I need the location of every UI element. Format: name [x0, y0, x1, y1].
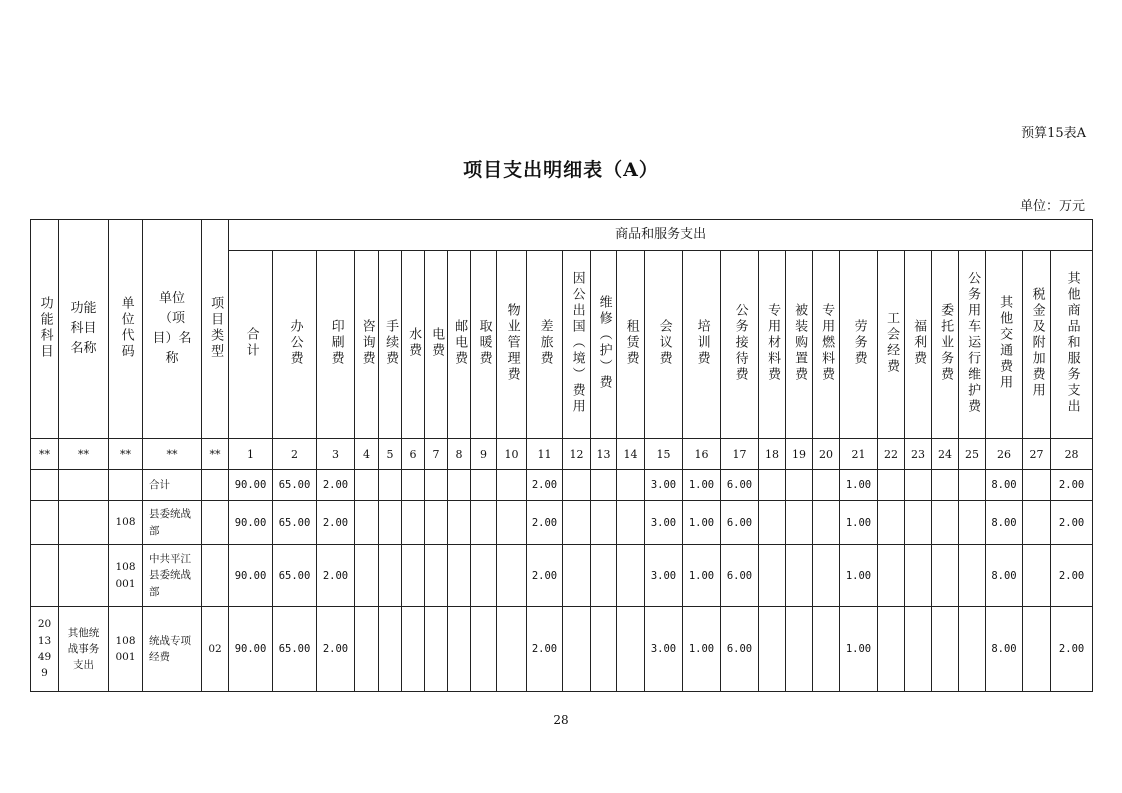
value-cell-col-21: 1.00: [840, 607, 878, 692]
unit-name-cell: 县委统战部: [143, 501, 202, 545]
value-cell-col-1: 90.00: [229, 501, 273, 545]
page-title: 项目支出明细表（A）: [463, 159, 659, 181]
value-cell-col-27: [1023, 545, 1051, 607]
header-col-4: 咨询费: [355, 251, 379, 439]
value-cell-col-24: [932, 470, 959, 501]
value-cell-col-5: [379, 501, 402, 545]
header-col-24: 委托业务费: [932, 251, 959, 439]
value-cell-col-19: [786, 545, 813, 607]
index-cell: 22: [878, 439, 905, 470]
index-cell: 5: [379, 439, 402, 470]
header-col-17: 公务接待费: [721, 251, 759, 439]
value-cell-col-9: [471, 545, 497, 607]
index-cell: 19: [786, 439, 813, 470]
value-cell-col-21: 1.00: [840, 470, 878, 501]
value-cell-col-14: [617, 501, 645, 545]
value-cell-col-16: 1.00: [683, 501, 721, 545]
index-cell: 21: [840, 439, 878, 470]
index-cell: 26: [986, 439, 1023, 470]
index-cell: **: [109, 439, 143, 470]
value-cell-col-14: [617, 607, 645, 692]
header-col-1: 合计: [229, 251, 273, 439]
project-type-cell: [202, 501, 229, 545]
unit-code-cell: 108: [109, 501, 143, 545]
header-func-code: 功能科目: [31, 220, 59, 439]
index-cell: 14: [617, 439, 645, 470]
value-cell-col-13: [591, 545, 617, 607]
index-cell: 2: [273, 439, 317, 470]
value-cell-col-25: [959, 545, 986, 607]
index-row: [31, 439, 1093, 470]
index-cell: **: [202, 439, 229, 470]
value-cell-col-18: [759, 470, 786, 501]
value-cell-col-13: [591, 607, 617, 692]
value-cell-col-5: [379, 545, 402, 607]
value-cell-col-27: [1023, 470, 1051, 501]
header-col-21: 劳务费: [840, 251, 878, 439]
index-cell: 4: [355, 439, 379, 470]
header-col-13: 维修（护）费: [591, 251, 617, 439]
header-col-25: 公务用车运行维护费: [959, 251, 986, 439]
func-name-cell: [59, 470, 109, 501]
value-cell-col-1: 90.00: [229, 545, 273, 607]
header-func-name: 功能科目名称: [59, 220, 109, 439]
value-cell-col-1: 90.00: [229, 607, 273, 692]
value-cell-col-18: [759, 545, 786, 607]
value-cell-col-28: 2.00: [1051, 501, 1093, 545]
index-cell: **: [59, 439, 109, 470]
table-row: [31, 545, 1093, 607]
value-cell-col-3: 2.00: [317, 501, 355, 545]
value-cell-col-14: [617, 545, 645, 607]
index-cell: 28: [1051, 439, 1093, 470]
value-cell-col-7: [425, 501, 448, 545]
header-col-23: 福利费: [905, 251, 932, 439]
header-col-18: 专用材料费: [759, 251, 786, 439]
unit-name-cell: 合计: [143, 470, 202, 501]
header-col-26: 其他交通费用: [986, 251, 1023, 439]
value-cell-col-5: [379, 607, 402, 692]
value-cell-col-25: [959, 607, 986, 692]
value-cell-col-17: 6.00: [721, 545, 759, 607]
value-cell-col-3: 2.00: [317, 545, 355, 607]
value-cell-col-2: 65.00: [273, 545, 317, 607]
header-col-7: 电费: [425, 251, 448, 439]
index-cell: 23: [905, 439, 932, 470]
value-cell-col-21: 1.00: [840, 545, 878, 607]
value-cell-col-14: [617, 470, 645, 501]
value-cell-col-11: 2.00: [527, 545, 563, 607]
header-col-9: 取暖费: [471, 251, 497, 439]
value-cell-col-26: 8.00: [986, 607, 1023, 692]
value-cell-col-3: 2.00: [317, 470, 355, 501]
value-cell-col-26: 8.00: [986, 545, 1023, 607]
header-col-6: 水费: [402, 251, 425, 439]
page-number: 28: [553, 713, 569, 727]
value-cell-col-10: [497, 501, 527, 545]
value-cell-col-11: 2.00: [527, 501, 563, 545]
value-cell-col-10: [497, 470, 527, 501]
header-col-11: 差旅费: [527, 251, 563, 439]
func-name-cell: [59, 545, 109, 607]
value-cell-col-8: [448, 501, 471, 545]
value-cell-col-23: [905, 607, 932, 692]
value-cell-col-19: [786, 607, 813, 692]
value-cell-col-22: [878, 501, 905, 545]
value-cell-col-13: [591, 470, 617, 501]
value-cell-col-6: [402, 545, 425, 607]
index-cell: **: [31, 439, 59, 470]
value-cell-col-2: 65.00: [273, 470, 317, 501]
index-cell: 16: [683, 439, 721, 470]
unit-name-cell: 统战专项经费: [143, 607, 202, 692]
value-cell-col-5: [379, 470, 402, 501]
header-col-28: 其他商品和服务支出: [1051, 251, 1093, 439]
expenditure-table: [30, 219, 1093, 692]
header-col-22: 工会经费: [878, 251, 905, 439]
header-project-type: 项目类型: [202, 220, 229, 439]
index-cell: 8: [448, 439, 471, 470]
header-group-goods-services: 商品和服务支出: [229, 220, 1093, 251]
value-cell-col-20: [813, 545, 840, 607]
header-col-20: 专用燃料费: [813, 251, 840, 439]
header-col-16: 培训费: [683, 251, 721, 439]
value-cell-col-15: 3.00: [645, 501, 683, 545]
func-code-cell: [31, 470, 59, 501]
value-cell-col-7: [425, 545, 448, 607]
value-cell-col-25: [959, 501, 986, 545]
value-cell-col-18: [759, 501, 786, 545]
value-cell-col-13: [591, 501, 617, 545]
index-cell: 27: [1023, 439, 1051, 470]
index-cell: 24: [932, 439, 959, 470]
value-cell-col-23: [905, 545, 932, 607]
value-cell-col-11: 2.00: [527, 470, 563, 501]
value-cell-col-7: [425, 607, 448, 692]
project-type-cell: 02: [202, 607, 229, 692]
value-cell-col-4: [355, 501, 379, 545]
value-cell-col-12: [563, 501, 591, 545]
index-cell: 1: [229, 439, 273, 470]
value-cell-col-16: 1.00: [683, 470, 721, 501]
value-cell-col-27: [1023, 607, 1051, 692]
value-cell-col-21: 1.00: [840, 501, 878, 545]
value-cell-col-25: [959, 470, 986, 501]
unit-label: 单位：万元: [1019, 199, 1085, 214]
unit-code-cell: 108001: [109, 607, 143, 692]
header-col-19: 被装购置费: [786, 251, 813, 439]
index-cell: 3: [317, 439, 355, 470]
value-cell-col-3: 2.00: [317, 607, 355, 692]
value-cell-col-2: 65.00: [273, 607, 317, 692]
index-cell: 13: [591, 439, 617, 470]
value-cell-col-20: [813, 470, 840, 501]
value-cell-col-22: [878, 545, 905, 607]
index-cell: 17: [721, 439, 759, 470]
header-col-14: 租赁费: [617, 251, 645, 439]
value-cell-col-15: 3.00: [645, 470, 683, 501]
value-cell-col-22: [878, 607, 905, 692]
value-cell-col-23: [905, 501, 932, 545]
value-cell-col-7: [425, 470, 448, 501]
value-cell-col-6: [402, 501, 425, 545]
header-col-8: 邮电费: [448, 251, 471, 439]
value-cell-col-9: [471, 501, 497, 545]
value-cell-col-8: [448, 470, 471, 501]
header-col-12: 因公出国（境）费用: [563, 251, 591, 439]
func-name-cell: [59, 501, 109, 545]
unit-name-cell: 中共平江县委统战部: [143, 545, 202, 607]
value-cell-col-12: [563, 470, 591, 501]
value-cell-col-9: [471, 607, 497, 692]
value-cell-col-24: [932, 545, 959, 607]
value-cell-col-17: 6.00: [721, 470, 759, 501]
value-cell-col-22: [878, 470, 905, 501]
header-unit-code: 单位代码: [109, 220, 143, 439]
func-name-cell: 其他统战事务支出: [59, 607, 109, 692]
index-cell: 11: [527, 439, 563, 470]
value-cell-col-16: 1.00: [683, 545, 721, 607]
value-cell-col-15: 3.00: [645, 607, 683, 692]
value-cell-col-12: [563, 545, 591, 607]
header-col-27: 税金及附加费用: [1023, 251, 1051, 439]
index-cell: 15: [645, 439, 683, 470]
form-number: 预算15表A: [1021, 126, 1086, 141]
func-code-cell: [31, 545, 59, 607]
index-cell: 18: [759, 439, 786, 470]
table-row: [31, 501, 1093, 545]
value-cell-col-28: 2.00: [1051, 607, 1093, 692]
value-cell-col-24: [932, 501, 959, 545]
header-col-10: 物业管理费: [497, 251, 527, 439]
value-cell-col-24: [932, 607, 959, 692]
value-cell-col-26: 8.00: [986, 470, 1023, 501]
value-cell-col-1: 90.00: [229, 470, 273, 501]
index-cell: 10: [497, 439, 527, 470]
value-cell-col-6: [402, 470, 425, 501]
value-cell-col-11: 2.00: [527, 607, 563, 692]
value-cell-col-4: [355, 607, 379, 692]
table-row: [31, 470, 1093, 501]
value-cell-col-15: 3.00: [645, 545, 683, 607]
value-cell-col-10: [497, 607, 527, 692]
project-type-cell: [202, 470, 229, 501]
value-cell-col-20: [813, 501, 840, 545]
value-cell-col-6: [402, 607, 425, 692]
index-cell: 20: [813, 439, 840, 470]
value-cell-col-23: [905, 470, 932, 501]
value-cell-col-4: [355, 470, 379, 501]
index-cell: 6: [402, 439, 425, 470]
value-cell-col-17: 6.00: [721, 607, 759, 692]
value-cell-col-28: 2.00: [1051, 470, 1093, 501]
index-cell: 7: [425, 439, 448, 470]
header-col-3: 印刷费: [317, 251, 355, 439]
value-cell-col-19: [786, 501, 813, 545]
index-cell: 9: [471, 439, 497, 470]
value-cell-col-12: [563, 607, 591, 692]
index-cell: 25: [959, 439, 986, 470]
value-cell-col-26: 8.00: [986, 501, 1023, 545]
unit-code-cell: [109, 470, 143, 501]
value-cell-col-19: [786, 470, 813, 501]
value-cell-col-4: [355, 545, 379, 607]
value-cell-col-8: [448, 607, 471, 692]
header-col-5: 手续费: [379, 251, 402, 439]
unit-code-cell: 108001: [109, 545, 143, 607]
func-code-cell: [31, 501, 59, 545]
value-cell-col-20: [813, 607, 840, 692]
table-row: [31, 607, 1093, 692]
value-cell-col-28: 2.00: [1051, 545, 1093, 607]
project-type-cell: [202, 545, 229, 607]
index-cell: **: [143, 439, 202, 470]
value-cell-col-10: [497, 545, 527, 607]
value-cell-col-2: 65.00: [273, 501, 317, 545]
value-cell-col-17: 6.00: [721, 501, 759, 545]
value-cell-col-27: [1023, 501, 1051, 545]
header-col-15: 会议费: [645, 251, 683, 439]
value-cell-col-9: [471, 470, 497, 501]
header-unit-name: 单位（项目）名称: [143, 220, 202, 439]
index-cell: 12: [563, 439, 591, 470]
header-col-2: 办公费: [273, 251, 317, 439]
value-cell-col-16: 1.00: [683, 607, 721, 692]
value-cell-col-8: [448, 545, 471, 607]
value-cell-col-18: [759, 607, 786, 692]
func-code-cell: 2013499: [31, 607, 59, 692]
